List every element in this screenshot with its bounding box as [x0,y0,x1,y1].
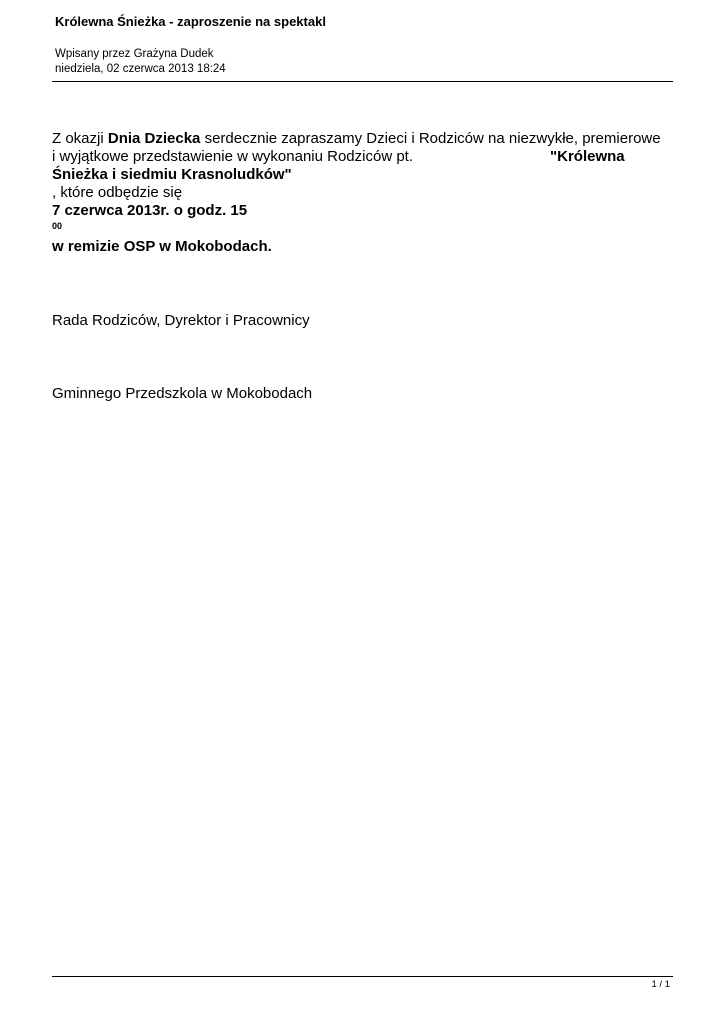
date-line: niedziela, 02 czerwca 2013 18:24 [55,62,226,75]
intro-text-start: Z okazji [52,130,108,147]
author-line: Wpisany przez Grażyna Dudek [55,48,214,60]
page-title: Królewna Śnieżka - zaproszenie na spektakl [55,14,326,29]
event-intro-text: , które odbędzie się [52,184,183,201]
page-number: 1 / 1 [651,979,670,990]
play-title: "Królewna Śnieżka i siedmiu Krasnoludków" [52,148,625,183]
article-body [52,130,662,256]
footer-divider [52,976,673,977]
signature-line-1: Rada Rodziców, Dyrektor i Pracownicy [52,312,310,329]
event-date-time [52,202,662,232]
intro-paragraph [52,130,662,184]
signature-line-2: Gminnego Przedszkola w Mokobodach [52,385,313,402]
event-date-text: 7 czerwca 2013r. o godz. 15 [52,202,248,219]
event-time-minutes: 00 [52,221,63,231]
header-divider [52,81,673,82]
intro-text-rest: serdecznie zapraszamy Dzieci i Rodziców na niezwykłe, premierowe i wyjątkowe przedstawienie w wykonaniu Rodziców pt. [52,130,661,165]
event-location: w remizie OSP w Mokobodach. [52,238,272,255]
intro-bold-text: Dnia Dziecka [107,130,201,147]
article-meta [55,47,226,76]
